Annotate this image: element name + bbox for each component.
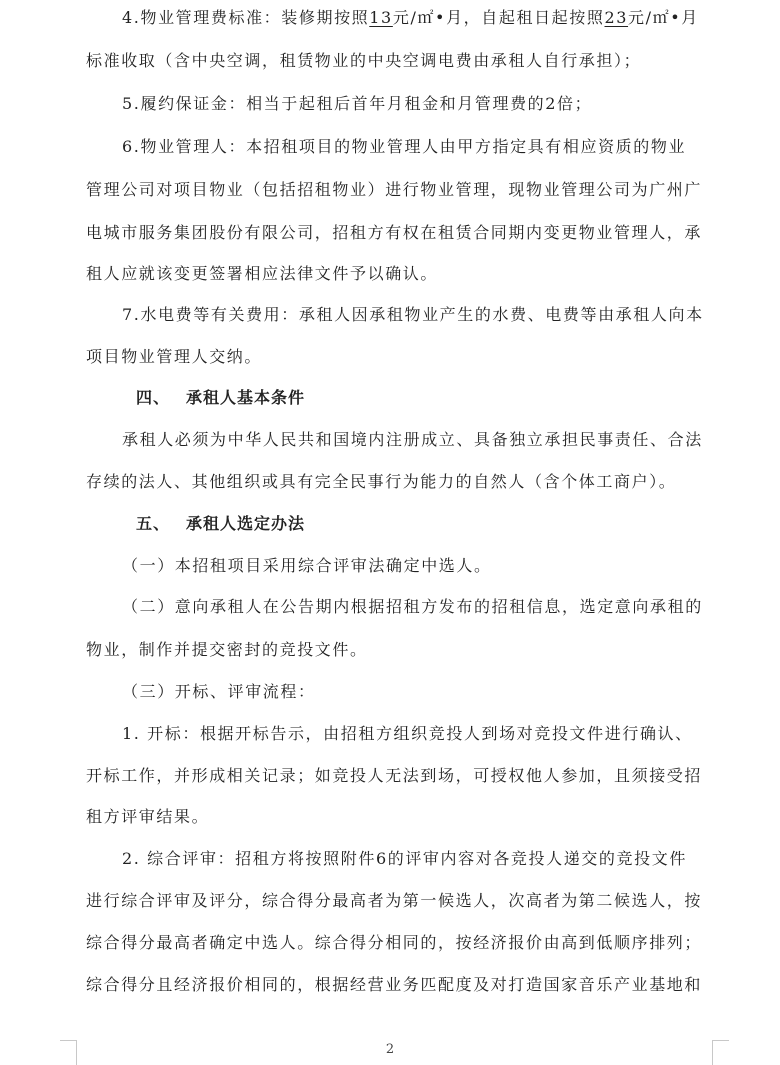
section-number: 五、: [136, 514, 171, 533]
method-item-2-line-2: 物业，制作并提交密封的竞投文件。: [86, 640, 368, 659]
property-manager-line-3: 电城市服务集团股份有限公司，招租方有权在租赁合同期内变更物业管理人，承: [86, 223, 703, 242]
text-segment: 元/㎡•月，自起租日起按照: [392, 8, 605, 27]
property-manager-line-4: 租人应就该变更签署相应法律文件予以确认。: [86, 264, 439, 283]
text-segment: 元/㎡•月: [628, 8, 699, 27]
basic-conditions-line-2: 存续的法人、其他组织或具有完全民事行为能力的自然人（含个体工商户）。: [86, 472, 677, 491]
renovation-fee-value: 13: [369, 8, 393, 27]
evaluation-line-2: 进行综合评审及评分，综合得分最高者为第一候选人，次高者为第二候选人，按: [86, 891, 703, 910]
page-number: 2: [385, 1042, 395, 1057]
basic-conditions-line-1: 承租人必须为中华人民共和国境内注册成立、具备独立承担民事责任、合法: [122, 430, 703, 449]
property-manager-line-1: 6.物业管理人：本招租项目的物业管理人由甲方指定具有相应资质的物业: [122, 137, 687, 156]
evaluation-line-3: 综合得分最高者确定中选人。综合得分相同的，按经济报价由高到低顺序排列；: [86, 933, 703, 952]
section-number: 四、: [136, 388, 171, 407]
crop-mark-right: [712, 1040, 729, 1065]
method-item-2-line-1: （二）意向承租人在公告期内根据招租方发布的招租信息，选定意向承租的: [122, 597, 703, 616]
rent-period-fee-value: 23: [604, 8, 629, 27]
property-manager-line-2: 管理公司对项目物业（包括招租物业）进行物业管理，现物业管理公司为广州广: [86, 180, 703, 199]
evaluation-line-4: 综合得分且经济报价相同的，根据经营业务匹配度及对打造国家音乐产业基地和: [86, 975, 703, 994]
method-item-3: （三）开标、评审流程：: [122, 682, 316, 701]
crop-mark-left: [60, 1040, 77, 1065]
bid-opening-line-3: 租方评审结果。: [86, 807, 210, 826]
deposit-line: 5.履约保证金：相当于起租后首年月租金和月管理费的2倍；: [122, 94, 593, 113]
fee-standard-line-2: 标准收取（含中央空调，租赁物业的中央空调电费由承租人自行承担）；: [86, 51, 642, 70]
method-item-1: （一）本招租项目采用综合评审法确定中选人。: [122, 556, 492, 575]
bid-opening-line-1: 1. 开标：根据开标告示，由招租方组织竞投人到场对竞投文件进行确认、: [122, 724, 693, 743]
text-segment: 4.物业管理费标准：装修期按照: [122, 8, 370, 27]
section-heading-5: [136, 514, 305, 534]
section-title: 承租人选定办法: [186, 514, 306, 533]
utility-fee-line-1: 7.水电费等有关费用：承租人因承租物业产生的水费、电费等由承租人向本: [122, 305, 704, 324]
utility-fee-line-2: 项目物业管理人交纳。: [86, 347, 263, 366]
fee-standard-line-1: [122, 8, 716, 28]
evaluation-line-1: 2. 综合评审：招租方将按照附件6的评审内容对各竞投人递交的竞投文件: [122, 849, 687, 868]
section-title: 承租人基本条件: [186, 388, 306, 407]
section-heading-4: [136, 388, 305, 408]
bid-opening-line-2: 开标工作，并形成相关记录；如竞投人无法到场，可授权他人参加，且须接受招: [86, 766, 703, 785]
